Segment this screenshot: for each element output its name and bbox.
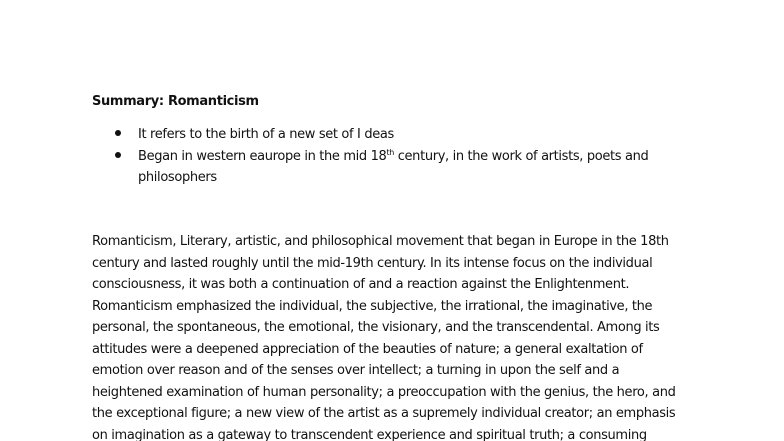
bullet-dot-icon xyxy=(115,130,121,136)
paragraph-line: consciousness, it was both a continuation of and a reaction against the Enlightenment. xyxy=(92,277,630,292)
bullet-text-segment: Began in western eaurope in the mid 18 xyxy=(138,148,387,164)
bullet-item-1 xyxy=(92,124,692,146)
paragraph-line: Romanticism emphasized the individual, the subjective, the irrational, the imaginative, the xyxy=(92,298,653,314)
body-paragraph xyxy=(92,231,712,441)
ordinal-superscript: th xyxy=(386,147,394,157)
paragraph-line: heightened examination of human personality; a preoccupation with the genius, the hero, and xyxy=(92,384,676,400)
paragraph-line: attitudes were a deepened appreciation of the beauties of nature; a general exaltation of xyxy=(92,341,643,357)
paragraph-line: the exceptional figure; a new view of the artist as a supremely individual creator; an emphasis xyxy=(92,406,676,421)
document-title: Summary: Romanticism xyxy=(92,94,259,109)
bullet-text-line-1 xyxy=(138,146,692,168)
paragraph-line: personal, the spontaneous, the emotional, the visionary, and the transcendental. Among its xyxy=(92,320,660,335)
bullet-dot-icon xyxy=(115,152,121,158)
paragraph-line: Romanticism, Literary, artistic, and philosophical movement that began in Europe in the 18th xyxy=(92,234,669,249)
paragraph-line: on imagination as a gateway to transcendent experience and spiritual truth; a consuming xyxy=(92,427,647,441)
bullet-list xyxy=(92,124,692,189)
paragraph-line: century and lasted roughly until the mid-19th century. In its intense focus on the individual xyxy=(92,255,653,271)
bullet-text-line-2: philosophers xyxy=(138,170,217,185)
bullet-text-segment: century, in the work of artists, poets and xyxy=(393,148,649,164)
paragraph-line: emotion over reason and of the senses over intellect; a turning in upon the self and a xyxy=(92,363,620,378)
bullet-text: It refers to the birth of a new set of I deas xyxy=(138,127,394,142)
bullet-item-2 xyxy=(92,146,692,189)
